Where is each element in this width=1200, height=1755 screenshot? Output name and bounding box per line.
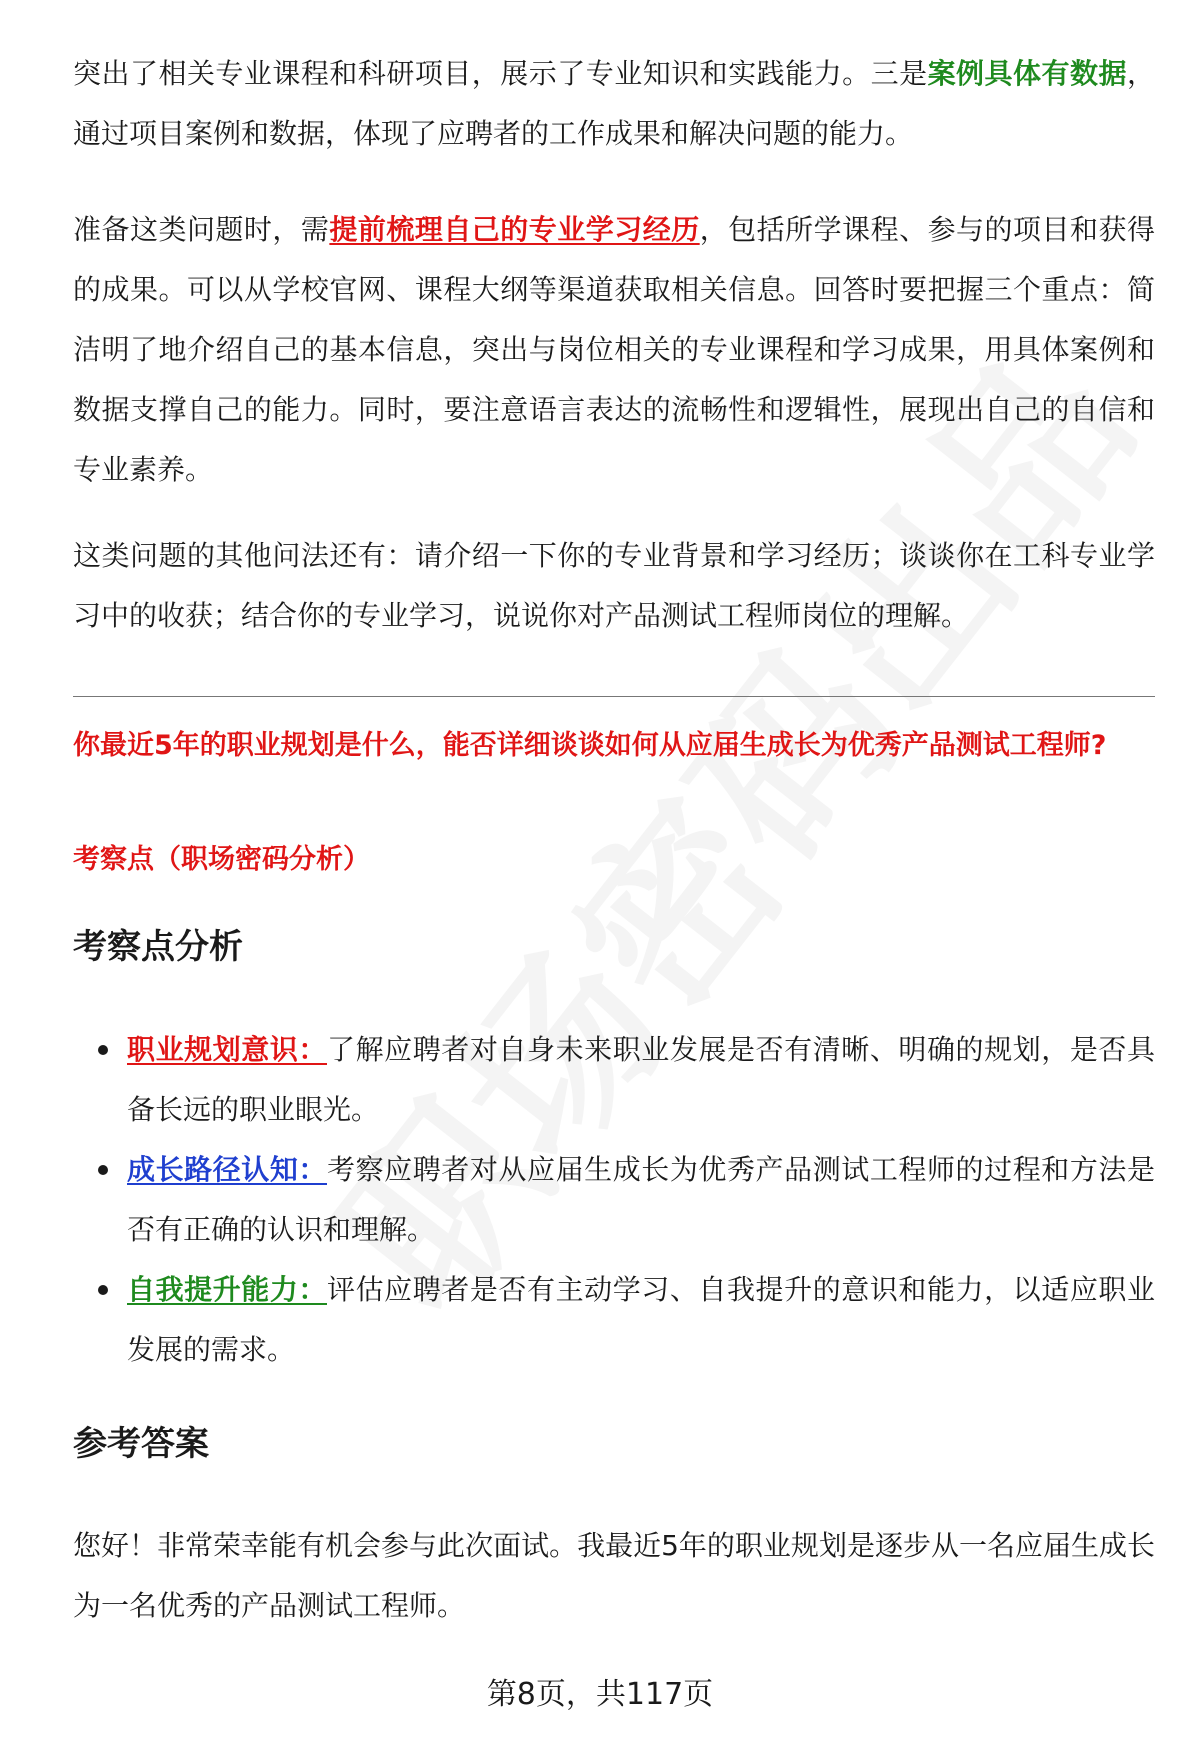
analysis-heading: 考察点分析 xyxy=(73,927,243,967)
list-item xyxy=(73,1140,1155,1260)
intro-p2-text-b: ，包括所学课程、参与的项目和获得的成果。可以从学校官网、课程大纲等渠道获取相关信息。回答时要把握三个重点：简洁明了地介绍自己的基本信息，突出与岗位相关的专业课程和学习成果，用具体案例和数据支撑自己的能力。同时，要注意语言表达的流畅性和逻辑性，展现出自己的自信和专业素养。 xyxy=(73,213,1155,486)
interview-question: 你最近5年的职业规划是什么，能否详细谈谈如何从应届生成长为优秀产品测试工程师? xyxy=(73,730,1107,761)
section-divider xyxy=(73,696,1155,697)
analysis-list xyxy=(73,1020,1155,1380)
intro-p2-text-a: 准备这类问题时，需 xyxy=(73,213,330,246)
bullet-dot-icon xyxy=(98,1165,108,1175)
list-item-term: 自我提升能力： xyxy=(127,1273,327,1306)
list-item-text: 了解应聘者对自身未来职业发展是否有清晰、明确的规划，是否具备长远的职业眼光。 xyxy=(127,1033,1155,1126)
page-number-footer: 第8页，共117页 xyxy=(486,1677,714,1712)
bullet-dot-icon xyxy=(98,1285,108,1295)
intro-p1-text-b: ，通过项目案例和数据，体现了应聘者的工作成果和解决问题的能力。 xyxy=(73,57,1155,150)
list-item xyxy=(73,1260,1155,1380)
intro-paragraph-2 xyxy=(73,200,1155,500)
bullet-dot-icon xyxy=(98,1045,108,1055)
answer-text: 您好！非常荣幸能有机会参与此次面试。我最近5年的职业规划是逐步从一名应届生成长为一名优秀的产品测试工程师。 xyxy=(73,1529,1155,1622)
list-item xyxy=(73,1020,1155,1140)
list-item-text: 考察应聘者对从应届生成长为优秀产品测试工程师的过程和方法是否有正确的认识和理解。 xyxy=(127,1153,1155,1246)
list-item-term: 职业规划意识： xyxy=(127,1033,327,1066)
answer-heading: 参考答案 xyxy=(73,1424,209,1464)
intro-p2-highlight: 提前梳理自己的专业学习经历 xyxy=(329,213,700,246)
list-item-term: 成长路径认知： xyxy=(127,1153,327,1186)
section-label: 考察点（职场密码分析） xyxy=(73,844,370,875)
intro-paragraph-3: 这类问题的其他问法还有：请介绍一下你的专业背景和学习经历；谈谈你在工科专业学习中的收获；结合你的专业学习，说说你对产品测试工程师岗位的理解。 xyxy=(73,539,1155,632)
list-item-text: 评估应聘者是否有主动学习、自我提升的意识和能力，以适应职业发展的需求。 xyxy=(127,1273,1155,1366)
intro-p1-text-a: 突出了相关专业课程和科研项目，展示了专业知识和实践能力。三是 xyxy=(73,57,928,90)
intro-paragraph-1 xyxy=(73,44,1155,164)
intro-p1-highlight: 案例具体有数据 xyxy=(927,57,1127,90)
